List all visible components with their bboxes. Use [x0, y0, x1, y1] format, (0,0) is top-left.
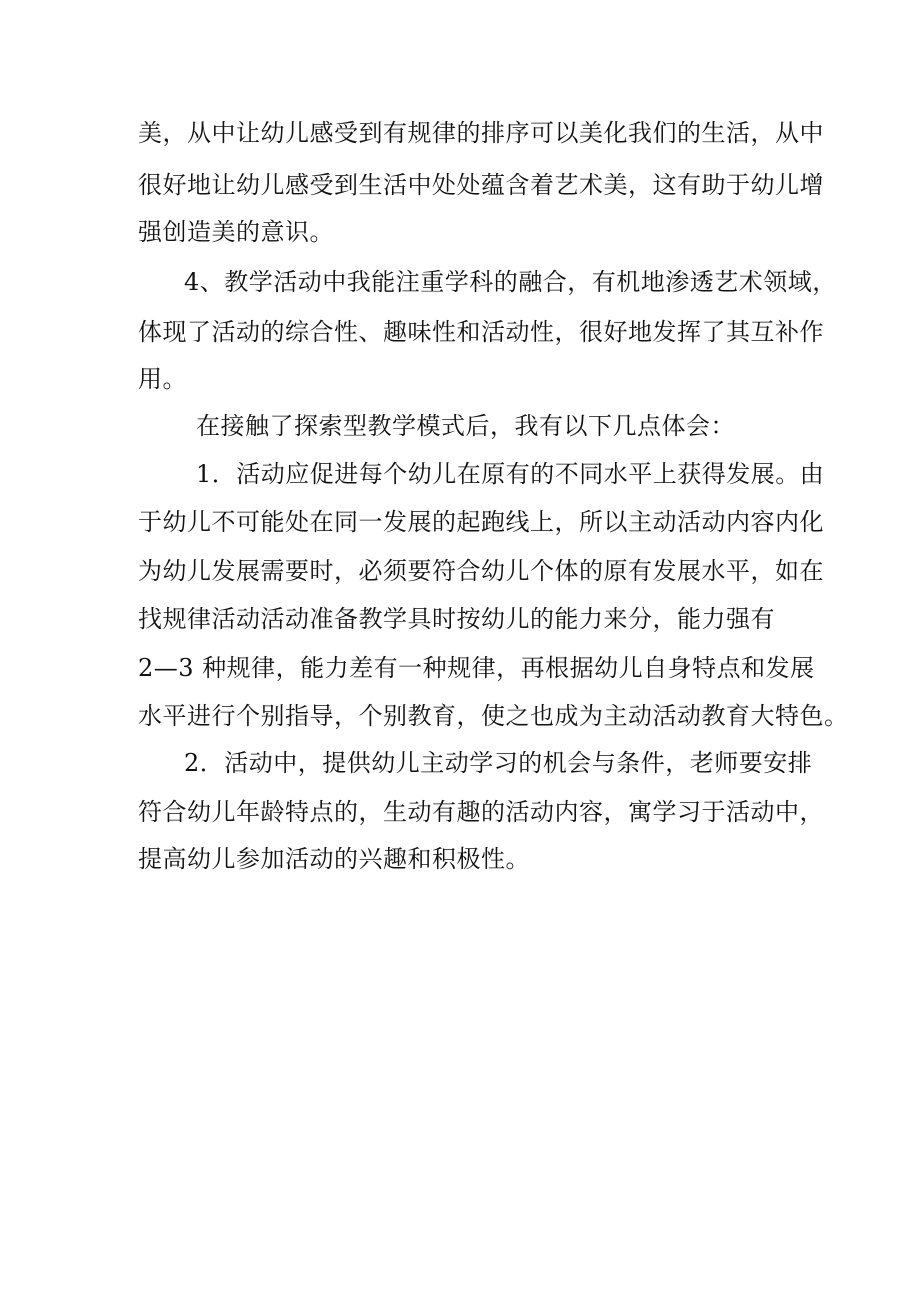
text-line: 提高幼儿参加活动的兴趣和积极性。: [138, 845, 530, 873]
text-line: 强创造美的意识。: [138, 218, 334, 246]
text-line: 水平进行个别指导，个别教育，使之也成为主动活动教育大特色。: [138, 702, 849, 730]
text-line: 体现了活动的综合性、趣味性和活动性，很好地发挥了其互补作: [138, 318, 824, 346]
text-line: 很好地让幼儿感受到生活中处处蕴含着艺术美，这有助于幼儿增: [138, 171, 824, 199]
text-line: 用。: [138, 365, 187, 393]
text-line: 1．活动应促进每个幼儿在原有的不同水平上获得发展。由: [196, 460, 825, 488]
text-line: 2．活动中，提供幼儿主动学习的机会与条件，老师要安排: [184, 749, 813, 777]
text-line: 于幼儿不可能处在同一发展的起跑线上，所以主动活动内容内化: [138, 508, 824, 536]
text-line: 符合幼儿年龄特点的，生动有趣的活动内容，寓学习于活动中，: [138, 798, 824, 826]
text-line: 找规律活动活动准备教学具时按幼儿的能力来分，能力强有: [138, 605, 775, 633]
text-line: 美，从中让幼儿感受到有规律的排序可以美化我们的生活，从中: [138, 119, 824, 147]
text-line: 4、教学活动中我能注重学科的融合，有机地渗透艺术领域，: [184, 268, 837, 296]
text-line: 为幼儿发展需要时，必须要符合幼儿个体的原有发展水平，如在: [138, 557, 824, 585]
text-line: 2—3 种规律，能力差有一种规律，再根据幼儿自身特点和发展: [138, 654, 815, 682]
text-line: 在接触了探索型教学模式后，我有以下几点体会：: [196, 412, 735, 440]
